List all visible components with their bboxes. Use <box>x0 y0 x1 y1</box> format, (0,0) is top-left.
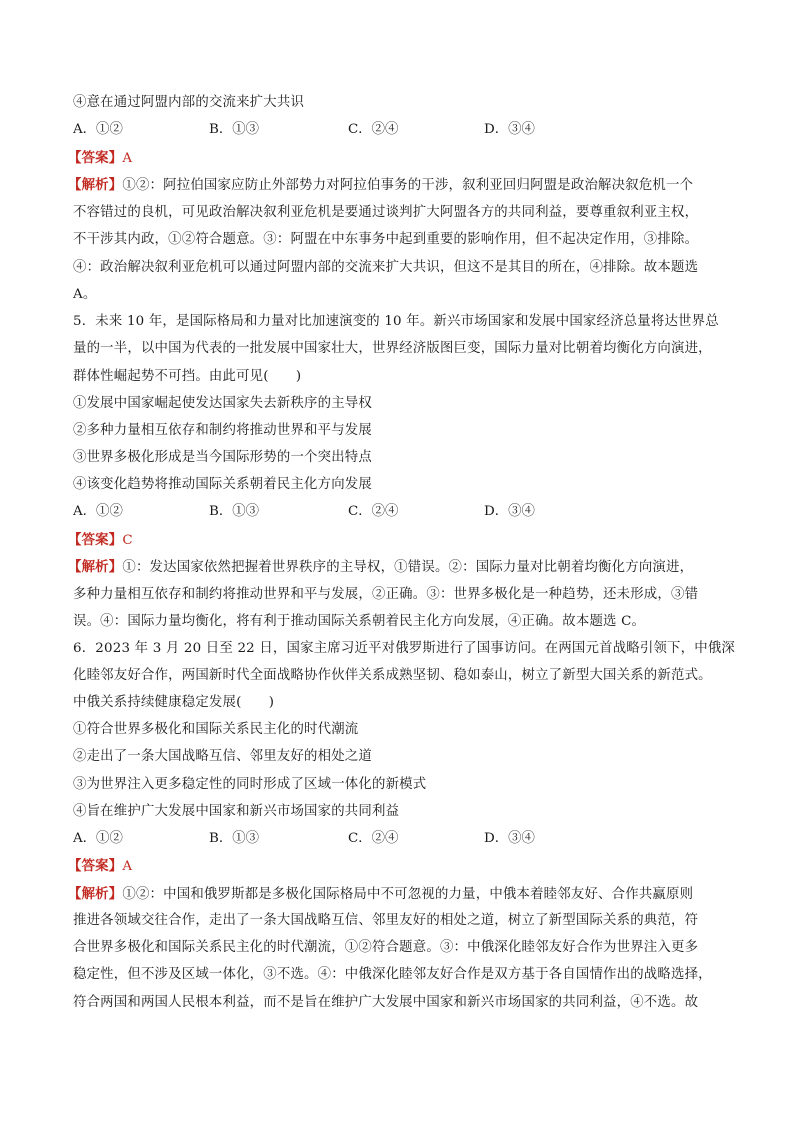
q6-analysis-line-2: 推进各领域交往合作，走出了一条大国战略互信、邻里友好的相处之道，树立了新型国际关系的典范，符 <box>73 913 699 928</box>
q5-option-4: ④该变化趋势将推动国际关系朝着民主化方向发展 <box>73 477 372 492</box>
answer-value: A <box>122 151 133 166</box>
q6-option-1: ①符合世界多极化和国际关系民主化的时代潮流 <box>73 722 359 737</box>
q6-answer <box>68 857 132 876</box>
q5-stem-line-1: 5．未来 10 年，是国际格局和力量对比加速演变的 10 年。新兴市场国家和发展中国家经济总量将达世界总 <box>73 314 719 329</box>
q4-analysis-line-1 <box>68 176 693 195</box>
q5-option-2: ②多种力量相互依存和制约将推动世界和平与发展 <box>73 423 372 438</box>
q6-option-3: ③为世界注入更多稳定性的同时形成了区域一体化的新模式 <box>73 777 427 792</box>
q5-analysis-line-1 <box>68 558 693 577</box>
q4-analysis-line-2: 不容错过的良机，可见政治解决叙利亚危机是要通过谈判扩大阿盟各方的共同利益，要尊重叙利亚主权， <box>73 205 699 220</box>
q5-analysis-line-3: 误。④：国际力量均衡化，将有利于推动国际关系朝着民主化方向发展，④正确。故本题选 C。 <box>73 614 646 629</box>
q6-analysis-line-1 <box>68 885 693 904</box>
q5-analysis-line-2: 多种力量相互依存和制约将推动世界和平与发展，②正确。③：世界多极化是一种趋势，还未形成，③错 <box>73 587 699 602</box>
analysis-text: ①：发达国家依然把握着世界秩序的主导权，①错误。②：国际力量对比朝着均衡化方向演进， <box>122 560 694 575</box>
analysis-text: ①②：阿拉伯国家应防止外部势力对阿拉伯事务的干涉，叙利亚回归阿盟是政治解决叙危机一个 <box>122 178 694 193</box>
q6-stem-line-2: 化睦邻友好合作，两国新时代全面战略协作伙伴关系成熟坚韧、稳如泰山，树立了新型大国关系的新范式。 <box>73 668 712 683</box>
analysis-text: ①②：中国和俄罗斯都是多极化国际格局中不可忽视的力量，中俄本着睦邻友好、合作共赢原则 <box>122 887 694 902</box>
q6-stem-line-1: 6．2023 年 3 月 20 日至 22 日，国家主席习近平对俄罗斯进行了国事访问。在两国元首战略引领下，中俄深 <box>73 641 736 656</box>
q6-choice-c: C．②④ <box>348 831 399 846</box>
q6-choice-d: D．③④ <box>484 831 535 846</box>
q4-choice-a: A．①② <box>73 122 123 137</box>
q6-analysis-line-5: 符合两国和两国人民根本利益，而不是旨在维护广大发展中国家和新兴市场国家的共同利益，④不选。故 <box>73 995 699 1010</box>
answer-tag: 【答案】 <box>68 150 123 166</box>
q5-choice-b: B．①③ <box>209 504 260 519</box>
q5-option-3: ③世界多极化形成是当今国际形势的一个突出特点 <box>73 450 372 465</box>
analysis-tag: 【解析】 <box>68 559 123 575</box>
q5-choice-c: C．②④ <box>348 504 399 519</box>
q4-choice-b: B．①③ <box>209 122 260 137</box>
q4-analysis-line-4: ④：政治解决叙利亚危机可以通过阿盟内部的交流来扩大共识，但这不是其目的所在，④排除。故本题选 <box>73 260 699 275</box>
q6-analysis-line-3: 合世界多极化和国际关系民主化的时代潮流，①②符合题意。③：中俄深化睦邻友好合作为世界注入更多 <box>73 940 699 955</box>
q6-option-4: ④旨在维护广大发展中国家和新兴市场国家的共同利益 <box>73 804 400 819</box>
q4-analysis-line-5: A。 <box>73 287 97 302</box>
q5-answer <box>68 531 133 550</box>
q6-choice-a: A．①② <box>73 831 123 846</box>
q4-answer <box>68 149 132 168</box>
q4-option-4: ④意在通过阿盟内部的交流来扩大共识 <box>73 95 305 110</box>
q5-stem-line-2: 量的一半，以中国为代表的一批发展中国家壮大，世界经济版图巨变，国际力量对比朝着均衡化方向演进， <box>73 341 712 356</box>
answer-value: A <box>122 859 133 874</box>
q4-choice-d: D．③④ <box>484 122 535 137</box>
q6-option-2: ②走出了一条大国战略互信、邻里友好的相处之道 <box>73 749 372 764</box>
q4-choice-c: C．②④ <box>348 122 399 137</box>
q5-choice-a: A．①② <box>73 504 123 519</box>
q6-choice-b: B．①③ <box>209 831 260 846</box>
q6-stem-line-3: 中俄关系持续健康稳定发展( ) <box>73 695 275 710</box>
analysis-tag: 【解析】 <box>68 886 123 902</box>
q4-analysis-line-3: 不干涉其内政，①②符合题意。③：阿盟在中东事务中起到重要的影响作用，但不起决定作用，③排除。 <box>73 232 699 247</box>
q5-stem-line-3: 群体性崛起势不可挡。由此可见( ) <box>73 369 302 384</box>
answer-tag: 【答案】 <box>68 532 123 548</box>
answer-value: C <box>122 533 133 548</box>
q5-option-1: ①发展中国家崛起使发达国家失去新秩序的主导权 <box>73 396 372 411</box>
analysis-tag: 【解析】 <box>68 177 123 193</box>
q5-choice-d: D．③④ <box>484 504 535 519</box>
q6-analysis-line-4: 稳定性，但不涉及区域一体化，③不选。④：中俄深化睦邻友好合作是双方基于各自国情作出的战略选择， <box>73 967 712 982</box>
answer-tag: 【答案】 <box>68 858 123 874</box>
